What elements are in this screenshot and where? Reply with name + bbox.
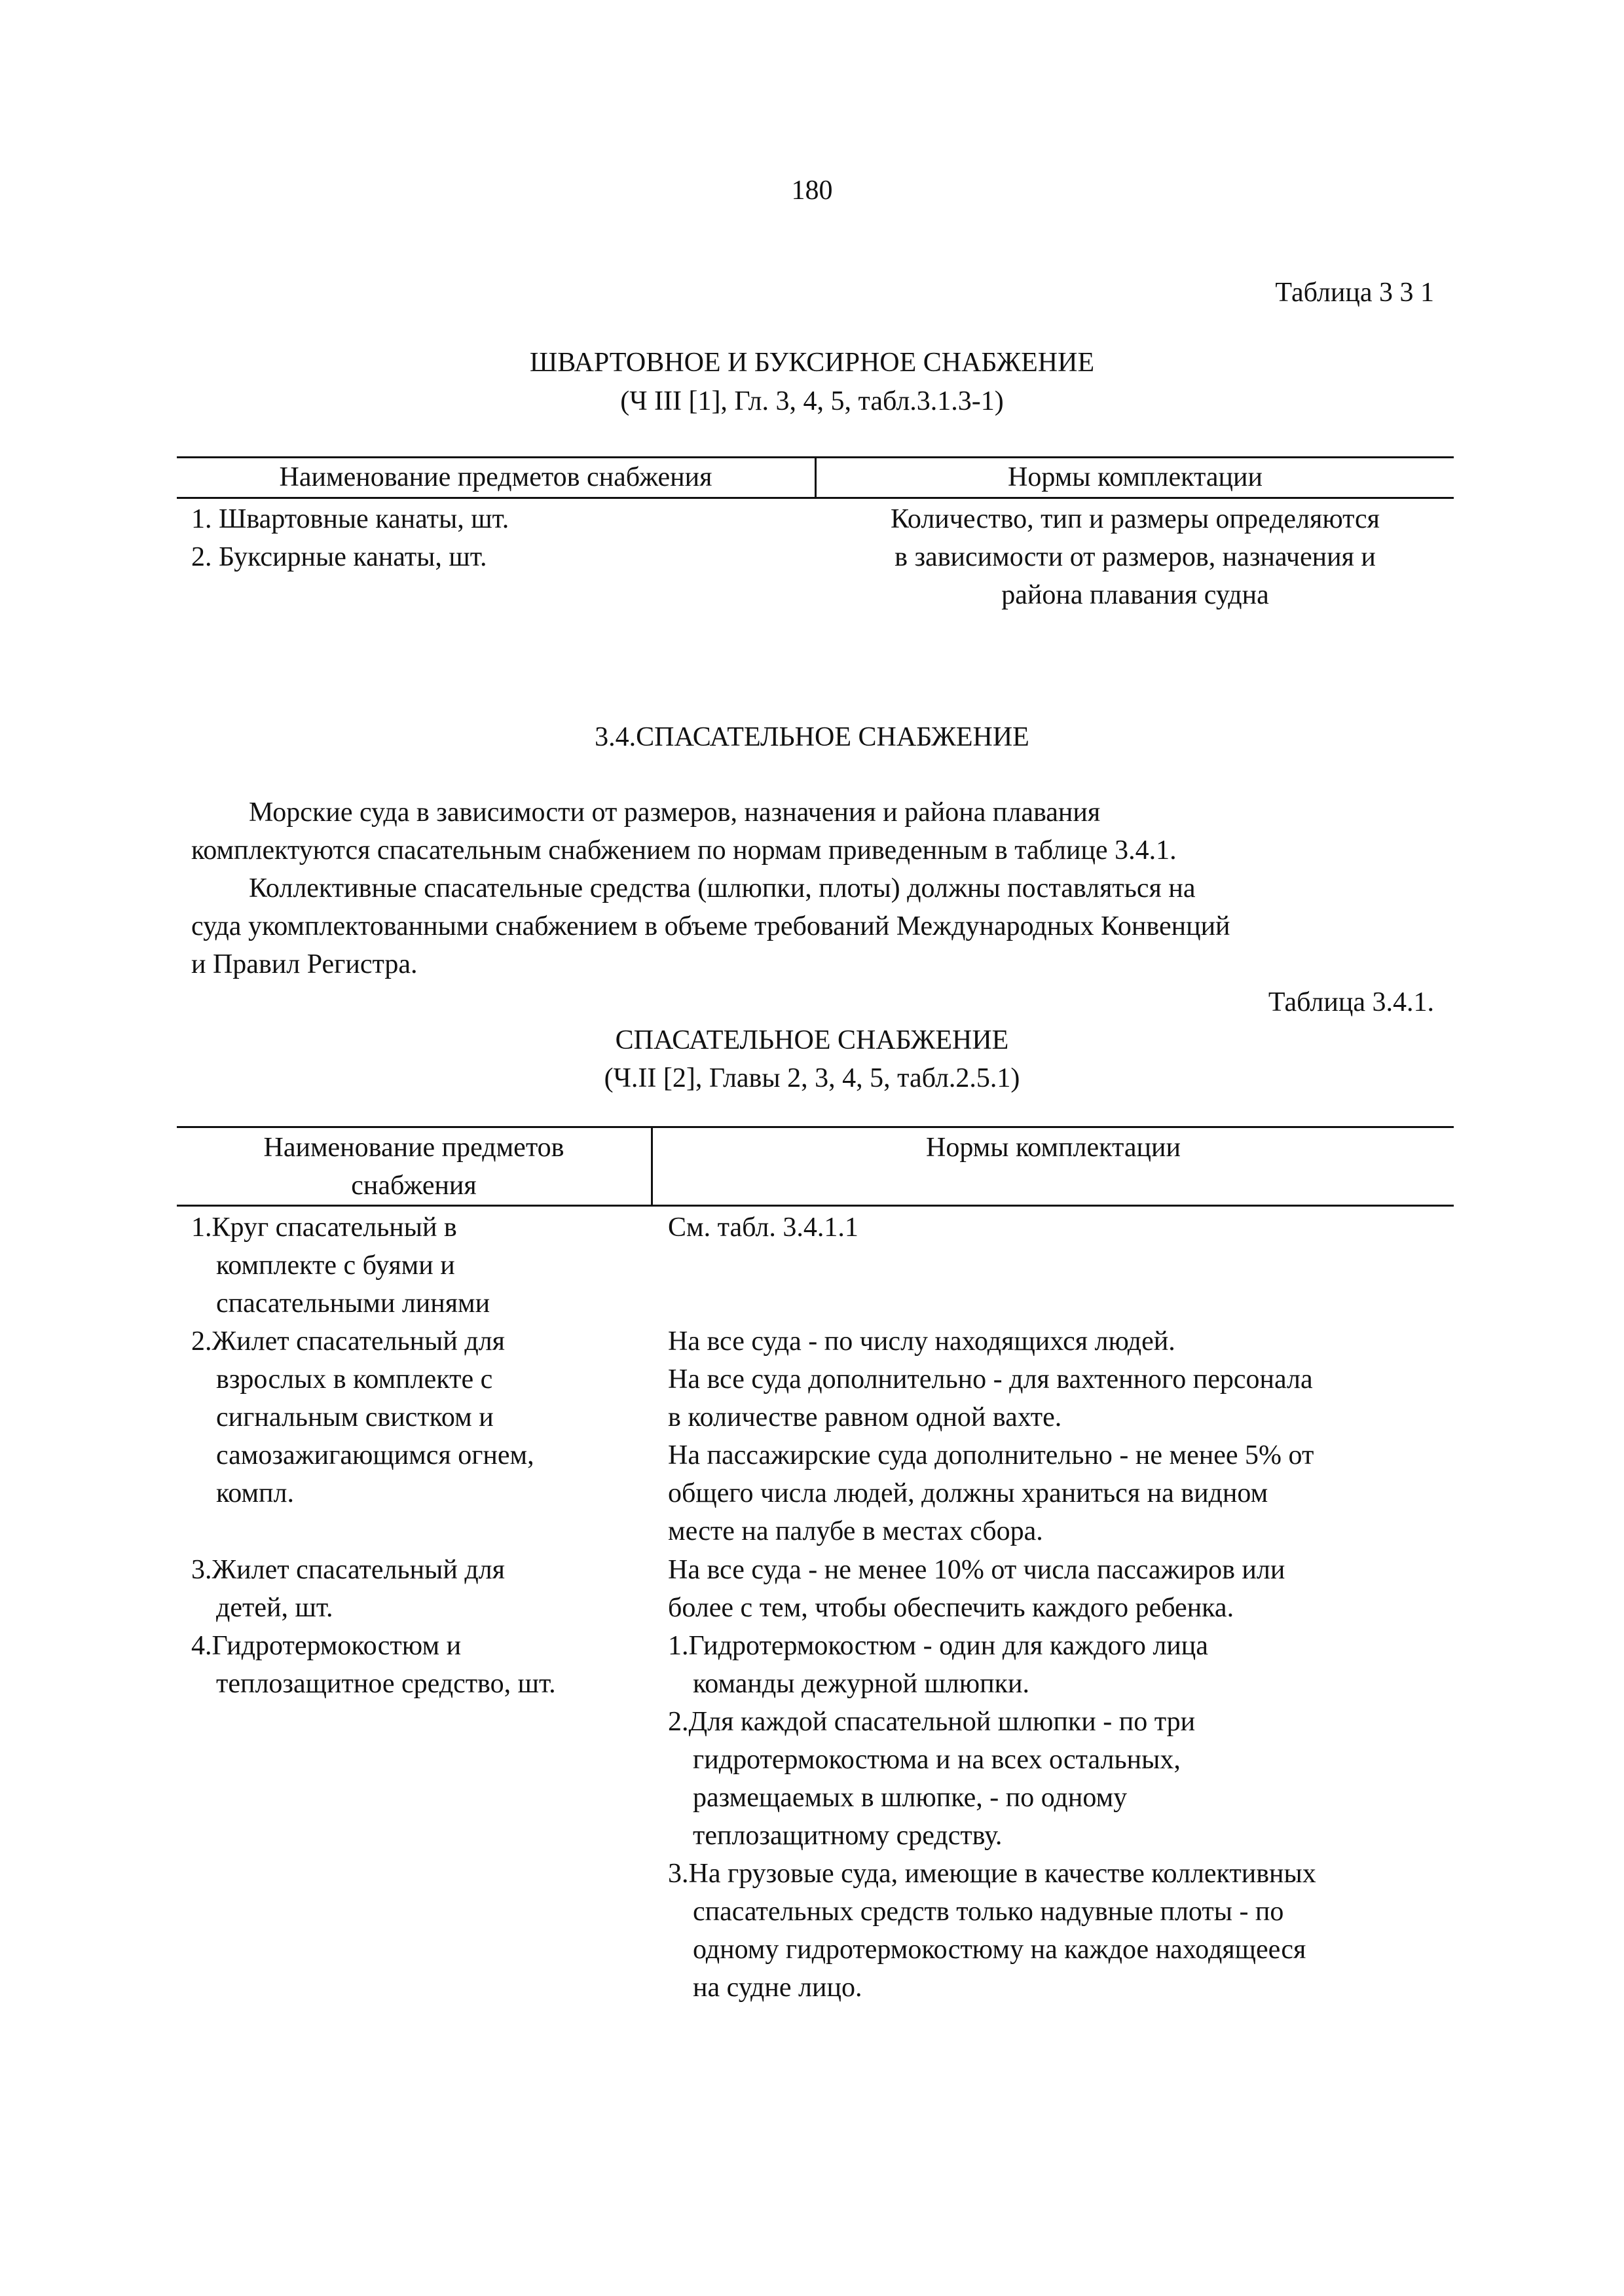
norms-text bbox=[817, 500, 1454, 614]
table-row-item bbox=[191, 1209, 490, 1322]
table-title: ШВАРТОВНОЕ И БУКСИРНОЕ СНАБЖЕНИЕ bbox=[529, 348, 1095, 378]
norm-line: На все суда - не менее 10% от числа пассажиров или bbox=[668, 1555, 1285, 1585]
table-top-rule bbox=[177, 1126, 1454, 1128]
table-subtitle: (Ч III [1], Гл. 3, 4, 5, табл.3.1.3-1) bbox=[620, 386, 1004, 416]
norm-line: На все суда дополнительно - для вахтенного персонала bbox=[668, 1364, 1313, 1394]
item-line: компл. bbox=[216, 1478, 294, 1508]
norm-line: На все суда - по числу находящихся людей. bbox=[668, 1326, 1175, 1357]
table-caption: Таблица 3.4.1. bbox=[1268, 987, 1434, 1017]
item-line: 1.Круг спасательный в bbox=[191, 1212, 457, 1243]
header-line: Наименование предметов bbox=[263, 1133, 564, 1163]
table-header-rule bbox=[177, 497, 1454, 499]
item-line: детей, шт. bbox=[216, 1593, 333, 1623]
table-row-norm bbox=[668, 1551, 1285, 1627]
norm-line: одному гидротермокостюму на каждое находящееся bbox=[693, 1935, 1306, 1965]
table-row-item bbox=[191, 1627, 556, 1703]
norm-line: 1.Гидротермокостюм - один для каждого лица bbox=[668, 1631, 1208, 1661]
table-row-item bbox=[191, 1551, 505, 1627]
norm-line: команды дежурной шлюпки. bbox=[693, 1669, 1029, 1699]
table-header-rule bbox=[177, 1205, 1454, 1207]
item-line: 3.Жилет спасательный для bbox=[191, 1555, 505, 1585]
table-subtitle: (Ч.II [2], Главы 2, 3, 4, 5, табл.2.5.1) bbox=[604, 1063, 1020, 1093]
norm-line: спасательных средств только надувные плоты - по bbox=[693, 1897, 1284, 1927]
norm-line: 2.Для каждой спасательной шлюпки - по три bbox=[668, 1707, 1196, 1737]
paragraph-line: комплектуются спасательным снабжением по нормам приведенным в таблице 3.4.1. bbox=[191, 835, 1177, 866]
paragraph-line: суда укомплектованными снабжением в объеме требований Международных Конвенций bbox=[191, 911, 1230, 941]
column-header-norms: Нормы комплектации bbox=[926, 1133, 1181, 1163]
table-row-norm bbox=[668, 1627, 1316, 2007]
norm-line: Количество, тип и размеры определяются bbox=[890, 504, 1380, 534]
table-caption: Таблица 3 3 1 bbox=[1275, 278, 1434, 308]
section-heading: 3.4.СПАСАТЕЛЬНОЕ СНАБЖЕНИЕ bbox=[595, 722, 1029, 752]
item-line: взрослых в комплекте с bbox=[216, 1364, 493, 1394]
column-header-norms: Нормы комплектации bbox=[1008, 462, 1263, 492]
norm-line: теплозащитному средству. bbox=[693, 1821, 1003, 1851]
norm-line: более с тем, чтобы обеспечить каждого ребенка. bbox=[668, 1593, 1234, 1623]
norm-line: См. табл. 3.4.1.1 bbox=[668, 1212, 858, 1243]
item-line: самозажигающимся огнем, bbox=[216, 1440, 534, 1470]
table-row-norm bbox=[668, 1322, 1314, 1550]
norm-line: района плавания судна bbox=[1001, 580, 1269, 610]
item-line: 4.Гидротермокостюм и bbox=[191, 1631, 462, 1661]
norm-line: в зависимости от размеров, назначения и bbox=[895, 542, 1376, 572]
paragraph-line: Морские суда в зависимости от размеров, назначения и района плавания bbox=[249, 797, 1101, 828]
paragraph bbox=[191, 793, 1435, 983]
item-list bbox=[191, 500, 509, 576]
table-title: СПАСАТЕЛЬНОЕ СНАБЖЕНИЕ bbox=[615, 1025, 1009, 1055]
norm-line: на судне лицо. bbox=[693, 1973, 862, 2003]
list-item: 2. Буксирные канаты, шт. bbox=[191, 542, 487, 572]
item-line: комплекте с буями и bbox=[216, 1250, 455, 1281]
item-line: спасательными линями bbox=[216, 1288, 490, 1319]
norm-line: На пассажирские суда дополнительно - не менее 5% от bbox=[668, 1440, 1314, 1470]
table-row-norm bbox=[668, 1209, 858, 1247]
paragraph-line: и Правил Регистра. bbox=[191, 949, 418, 979]
norm-line: гидротермокостюма и на всех остальных, bbox=[693, 1745, 1181, 1775]
column-header-items: Наименование предметов снабжения bbox=[279, 462, 712, 492]
item-line: сигнальным свистком и bbox=[216, 1402, 494, 1432]
norm-line: 3.На грузовые суда, имеющие в качестве коллективных bbox=[668, 1859, 1316, 1889]
item-line: 2.Жилет спасательный для bbox=[191, 1326, 505, 1357]
norm-line: общего числа людей, должны храниться на видном bbox=[668, 1478, 1268, 1508]
norm-line: размещаемых в шлюпке, - по одному bbox=[693, 1783, 1128, 1813]
norm-line: месте на палубе в местах сбора. bbox=[668, 1516, 1043, 1546]
header-line: снабжения bbox=[351, 1171, 477, 1201]
table-row-item bbox=[191, 1322, 534, 1512]
column-header-items bbox=[177, 1129, 651, 1205]
norm-line: в количестве равном одной вахте. bbox=[668, 1402, 1062, 1432]
paragraph-line: Коллективные спасательные средства (шлюпки, плоты) должны поставляться на bbox=[249, 873, 1196, 903]
list-item: 1. Швартовные канаты, шт. bbox=[191, 504, 509, 534]
item-line: теплозащитное средство, шт. bbox=[216, 1669, 556, 1699]
page-number: 180 bbox=[791, 175, 833, 206]
